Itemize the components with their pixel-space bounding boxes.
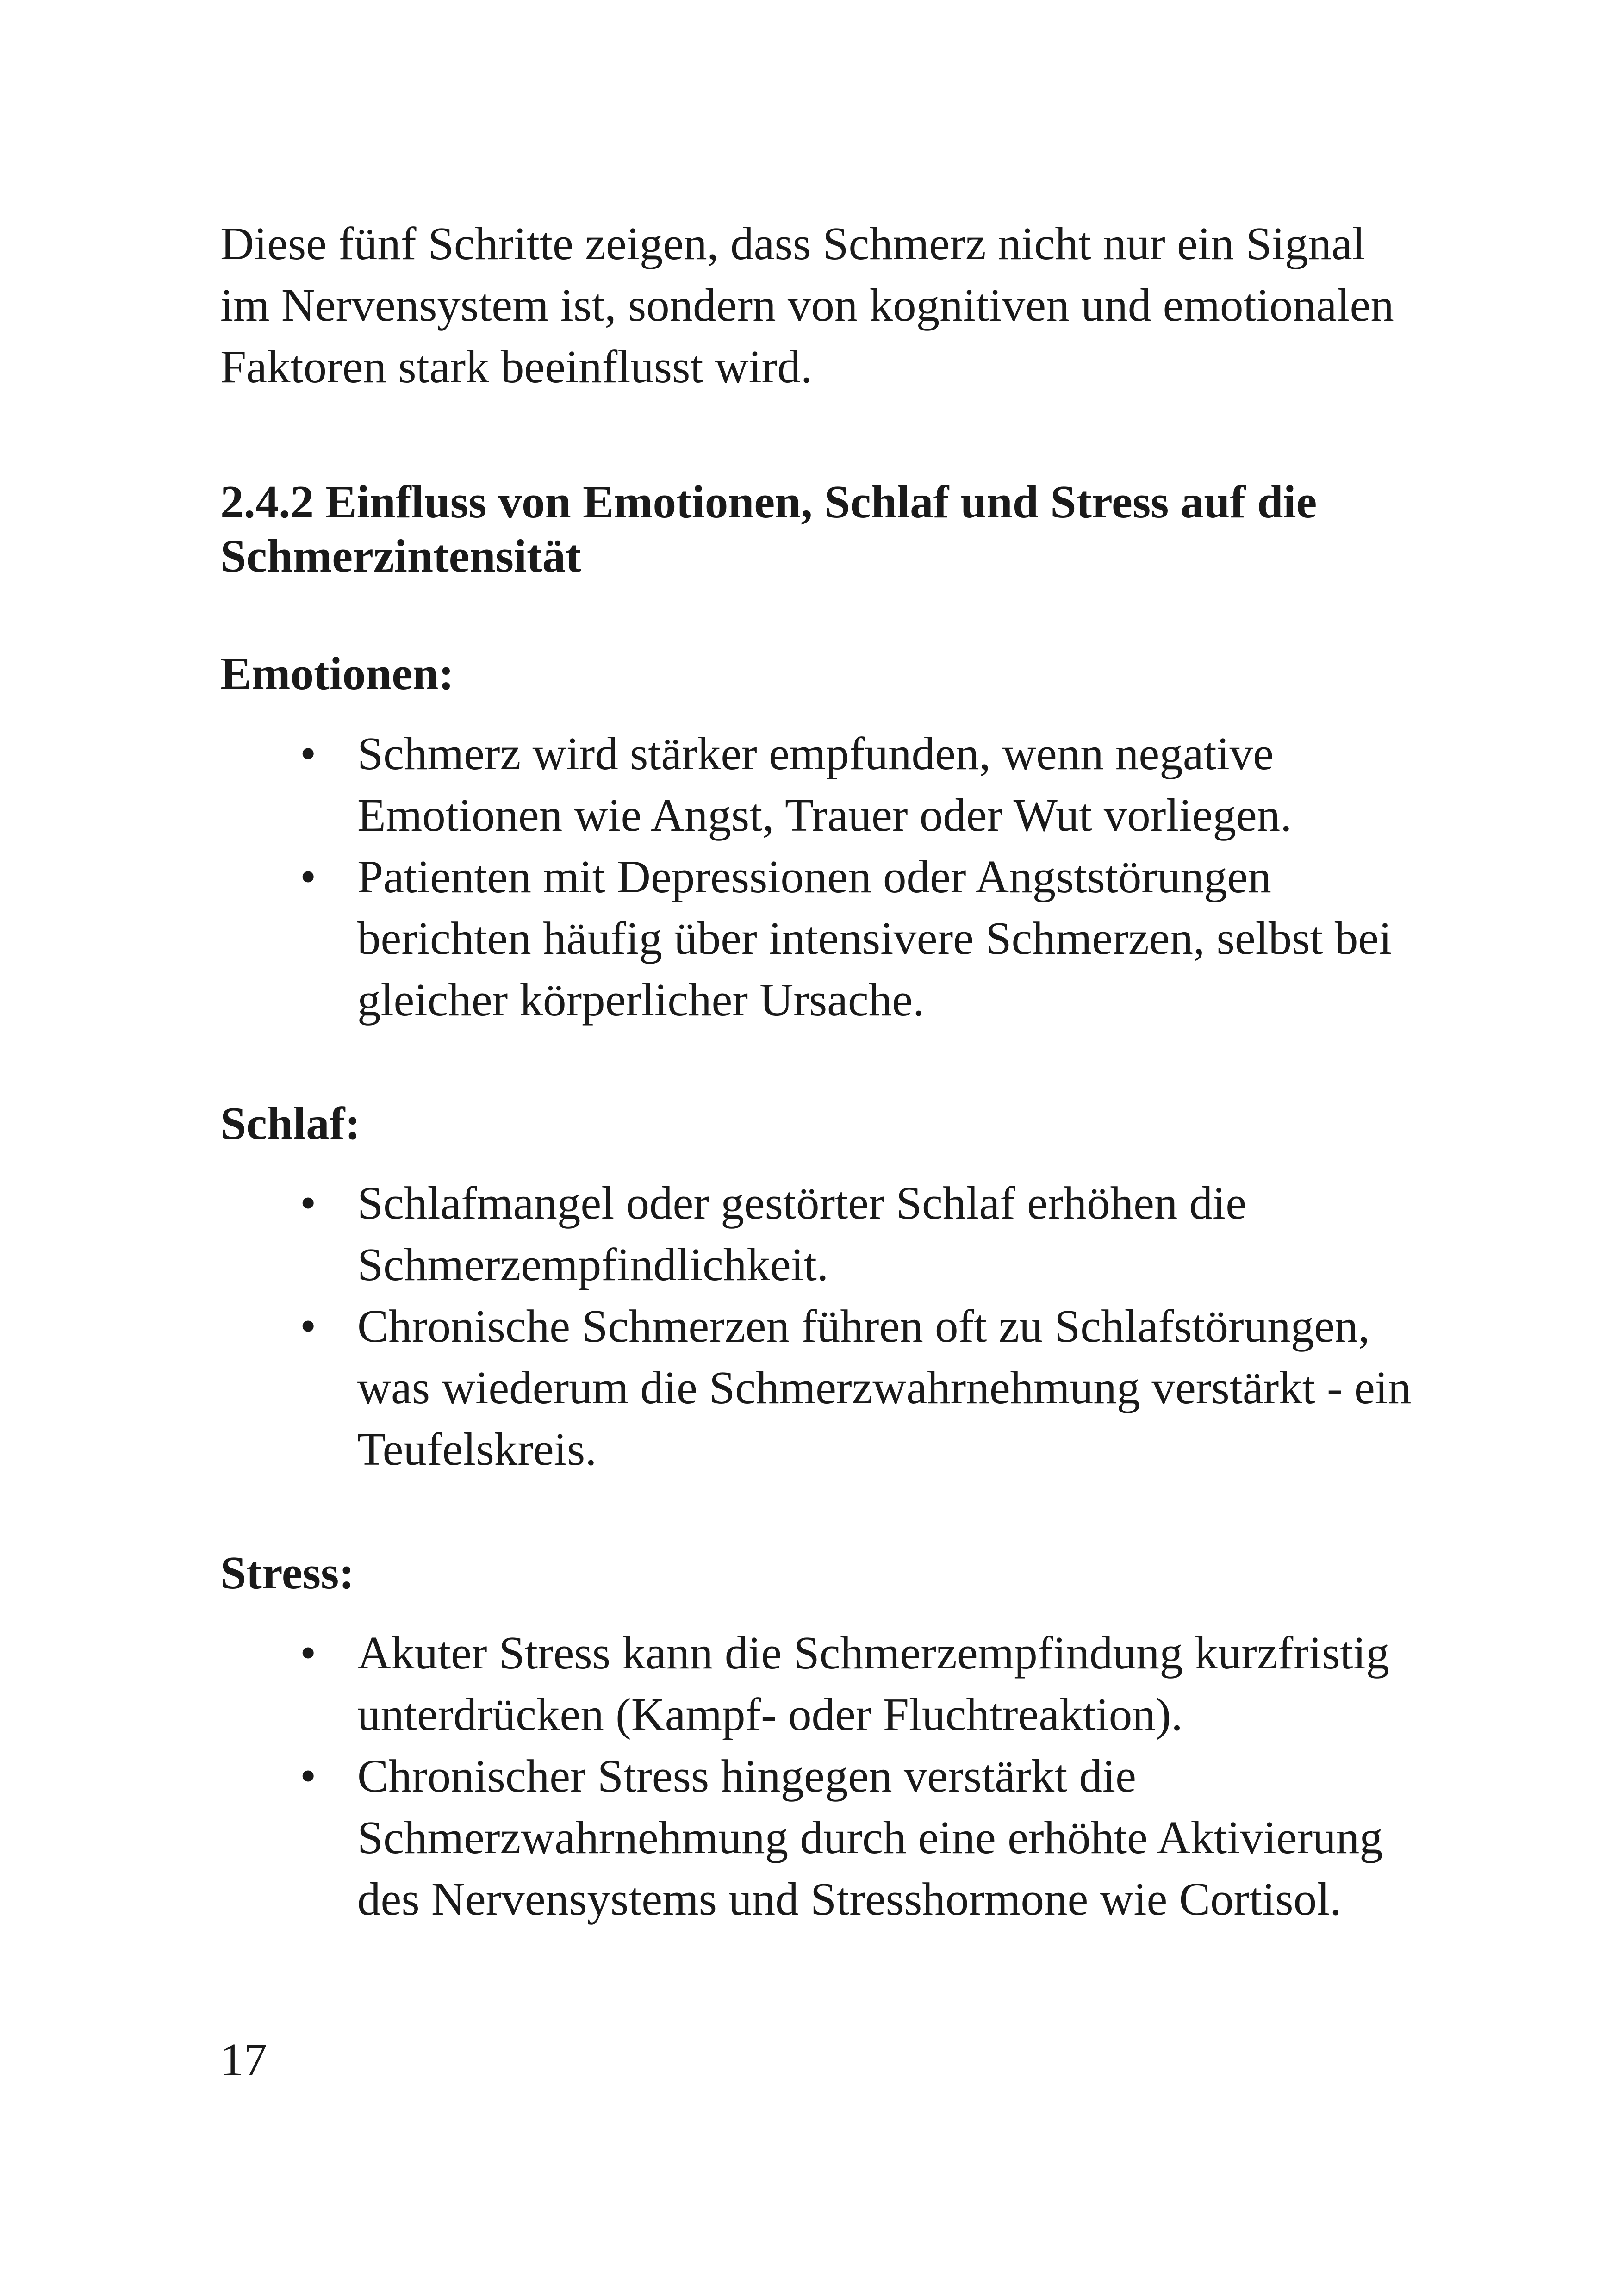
stress-list: [220, 1622, 1442, 1930]
subheading-schlaf: Schlaf:: [220, 1097, 361, 1149]
list-item: [220, 1295, 1442, 1480]
bullet-icon: •: [300, 1750, 317, 1802]
page-number: 17: [220, 2034, 267, 2085]
subheading-emotionen: Emotionen:: [220, 647, 454, 699]
list-item: [220, 1745, 1442, 1930]
subheading-stress: Stress:: [220, 1547, 355, 1599]
bullet-icon: •: [300, 851, 317, 902]
emotionen-list: [220, 723, 1442, 1031]
list-item-text: Patienten mit Depressionen oder Angststörungen berichten häufig über intensivere Schmerzen, selbst bei gleicher körperlicher Ursache.: [357, 851, 1392, 1026]
bullet-icon: •: [300, 1627, 317, 1679]
list-item-text: Schlafmangel oder gestörter Schlaf erhöhen die Schmerzempfindlichkeit.: [357, 1177, 1247, 1290]
intro-paragraph: Diese fünf Schritte zeigen, dass Schmerz nicht nur ein Signal im Nervensystem ist, sondern von kognitiven und emotionalen Faktoren stark beeinflusst wird.: [220, 218, 1394, 392]
list-item: [220, 723, 1442, 846]
list-item-text: Schmerz wird stärker empfunden, wenn negative Emotionen wie Angst, Trauer oder Wut vorliegen.: [357, 728, 1292, 841]
list-item-text: Chronischer Stress hingegen verstärkt die Schmerzwahrnehmung durch eine erhöhte Aktivierung des Nervensystems und Stresshormone wie Cortisol.: [357, 1750, 1383, 1925]
list-item: [220, 846, 1442, 1031]
schlaf-list: [220, 1172, 1442, 1480]
bullet-icon: •: [300, 728, 317, 779]
list-item-text: Akuter Stress kann die Schmerzempfindung kurzfristig unterdrücken (Kampf- oder Fluchtreaktion).: [357, 1627, 1389, 1740]
bullet-icon: •: [300, 1177, 317, 1229]
section-heading: 2.4.2 Einfluss von Emotionen, Schlaf und Stress auf die Schmerzintensität: [220, 476, 1317, 582]
list-item: [220, 1622, 1442, 1745]
bullet-icon: •: [300, 1300, 317, 1352]
list-item: [220, 1172, 1442, 1295]
list-item-text: Chronische Schmerzen führen oft zu Schlafstörungen, was wiederum die Schmerzwahrnehmung verstärkt - ein Teufelskreis.: [357, 1300, 1412, 1475]
